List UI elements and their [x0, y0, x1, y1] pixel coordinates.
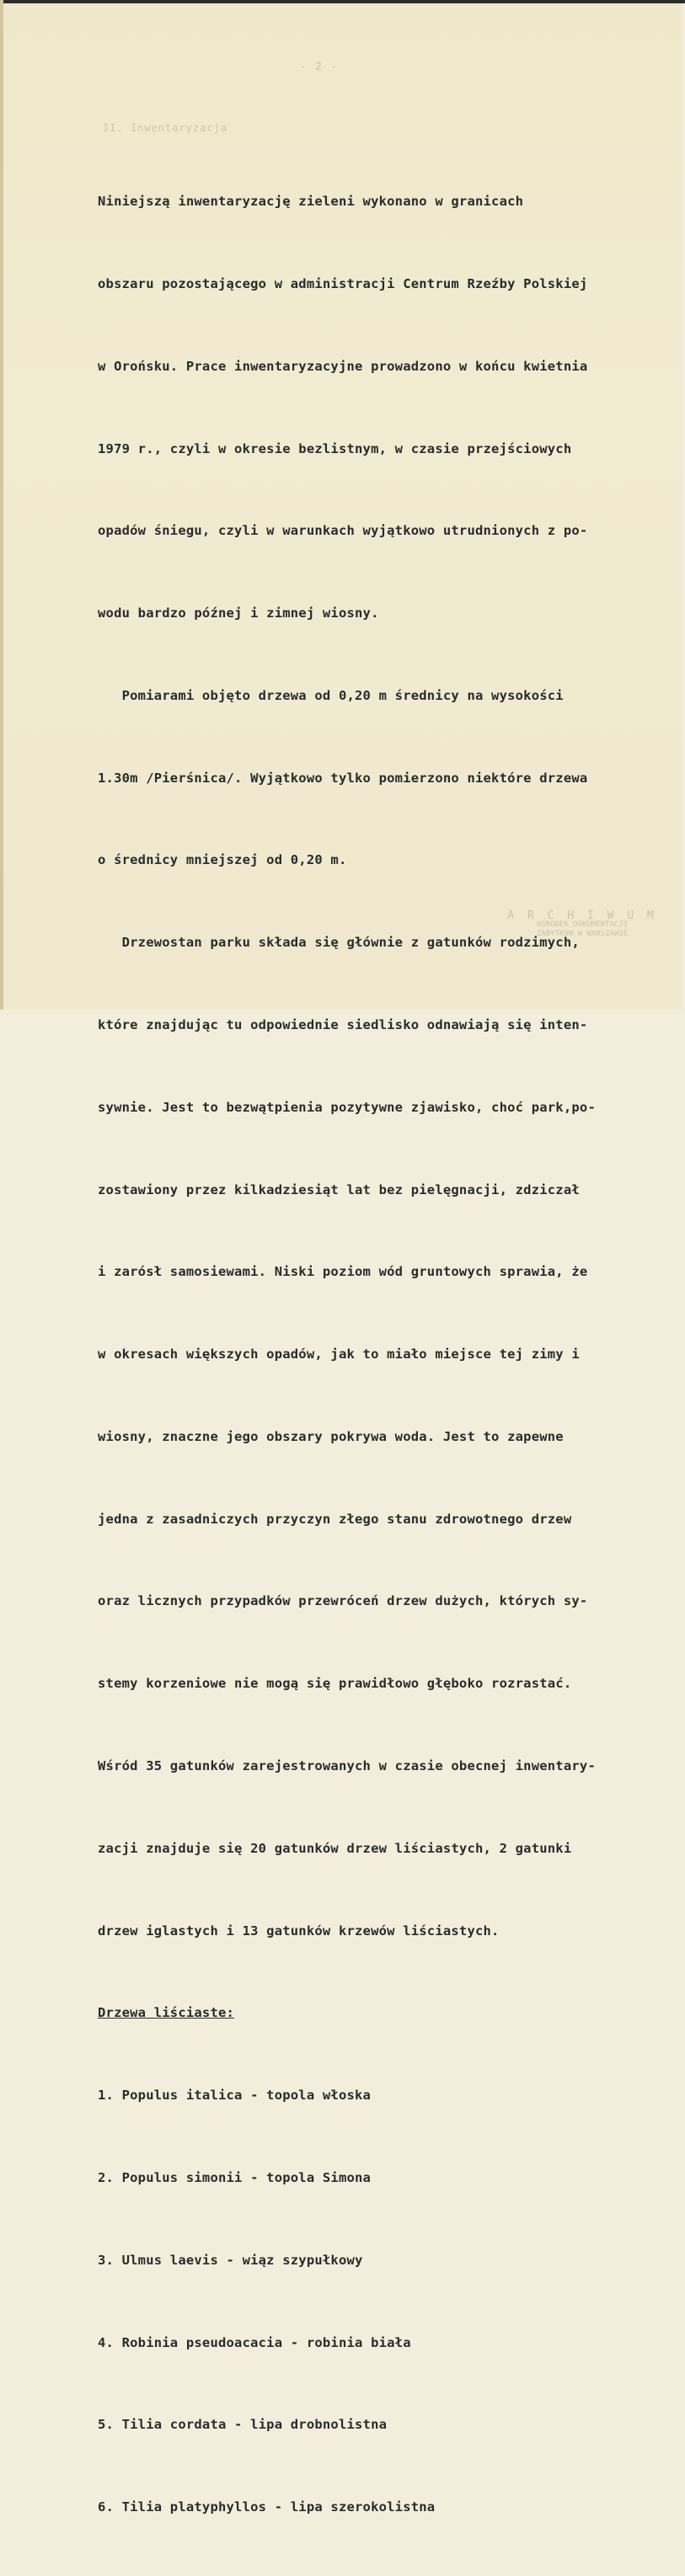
- text-line: drzew iglastych i 13 gatunków krzewów liściastych.: [98, 1923, 500, 1939]
- species-list-item: 2. Populus simonii - topola Simona: [98, 2169, 372, 2185]
- species-list-item: 3. Ulmus laevis - wiąz szypułkowy: [98, 2252, 363, 2268]
- text-line: Drzewostan parku składa się głównie z gatunków rodzimych,: [98, 935, 580, 951]
- text-line: Niniejszą inwentaryzację zieleni wykonano w granicach: [98, 194, 524, 210]
- text-line: i zarósł samosiewami. Niski poziom wód gruntowych sprawia, że: [98, 1264, 588, 1280]
- scan-top-edge: [3, 0, 685, 3]
- text-line: 1979 r., czyli w okresie bezlistnym, w czasie przejściowych: [98, 440, 572, 456]
- text-line: jedna z zasadniczych przyczyn złego stanu zdrowotnego drzew: [98, 1511, 572, 1527]
- text-line: 1.30m /Pierśnica/. Wyjątkowo tylko pomierzono niektóre drzewa: [98, 770, 588, 786]
- species-list-item: 5. Tilia cordata - lipa drobnolistna: [98, 2417, 388, 2433]
- species-list-item: 6. Tilia platyphyllos - lipa szerokolistna: [98, 2499, 436, 2515]
- faint-section-heading: II. Inwentaryzacja: [103, 122, 228, 134]
- archive-stamp: [502, 911, 662, 939]
- text-line: stemy korzeniowe nie mogą się prawidłowo głęboko rozrastać.: [98, 1676, 572, 1692]
- species-list-item: 4. Robinia pseudoacacia - robinia biała: [98, 2334, 411, 2350]
- page-number: - 2 -: [300, 61, 340, 72]
- text-line: oraz licznych przypadków przewróceń drzew dużych, których sy-: [98, 1593, 588, 1609]
- species-list-item: 1. Populus italica - topola włoska: [98, 2088, 372, 2104]
- document-body: [98, 133, 662, 2576]
- stamp-line: OŚRODEK DOKUMENTACJI: [536, 920, 629, 929]
- text-line: obszaru pozostającego w administracji Centrum Rzeźby Polskiej: [98, 275, 588, 291]
- text-line: wiosny, znaczne jego obszary pokrywa woda. Jest to zapewne: [98, 1428, 564, 1444]
- text-line: o średnicy mniejszej od 0,20 m.: [98, 852, 347, 868]
- text-line: opadów śniegu, czyli w warunkach wyjątkowo utrudnionych z po-: [98, 523, 588, 539]
- text-line: Pomiarami objęto drzewa od 0,20 m średnicy na wysokości: [98, 687, 564, 703]
- text-line: zostawiony przez kilkadziesiąt lat bez pielęgnacji, zdziczał: [98, 1181, 580, 1197]
- text-line: Wśród 35 gatunków zarejestrowanych w czasie obecnej inwentary-: [98, 1758, 596, 1774]
- text-line: w Orońsku. Prace inwentaryzacyjne prowadzono w końcu kwietnia: [98, 358, 588, 374]
- text-line: wodu bardzo późnej i zimnej wiosny.: [98, 605, 379, 621]
- text-line: zacji znajduje się 20 gatunków drzew liściastych, 2 gatunki: [98, 1840, 572, 1856]
- stamp-title: A R C H I W U M: [507, 909, 657, 922]
- text-line: w okresach większych opadów, jak to miało miejsce tej zimy i: [98, 1347, 580, 1363]
- text-line: które znajdując tu odpowiednie siedlisko odnawiają się inten-: [98, 1017, 588, 1032]
- text-line: sywnie. Jest to bezwątpienia pozytywne zjawisko, choć park,po-: [98, 1099, 596, 1115]
- section-subheading: Drzewa liściaste:: [98, 2005, 235, 2021]
- stamp-line: ZABYTKÓW W WARSZAWIE: [536, 930, 629, 938]
